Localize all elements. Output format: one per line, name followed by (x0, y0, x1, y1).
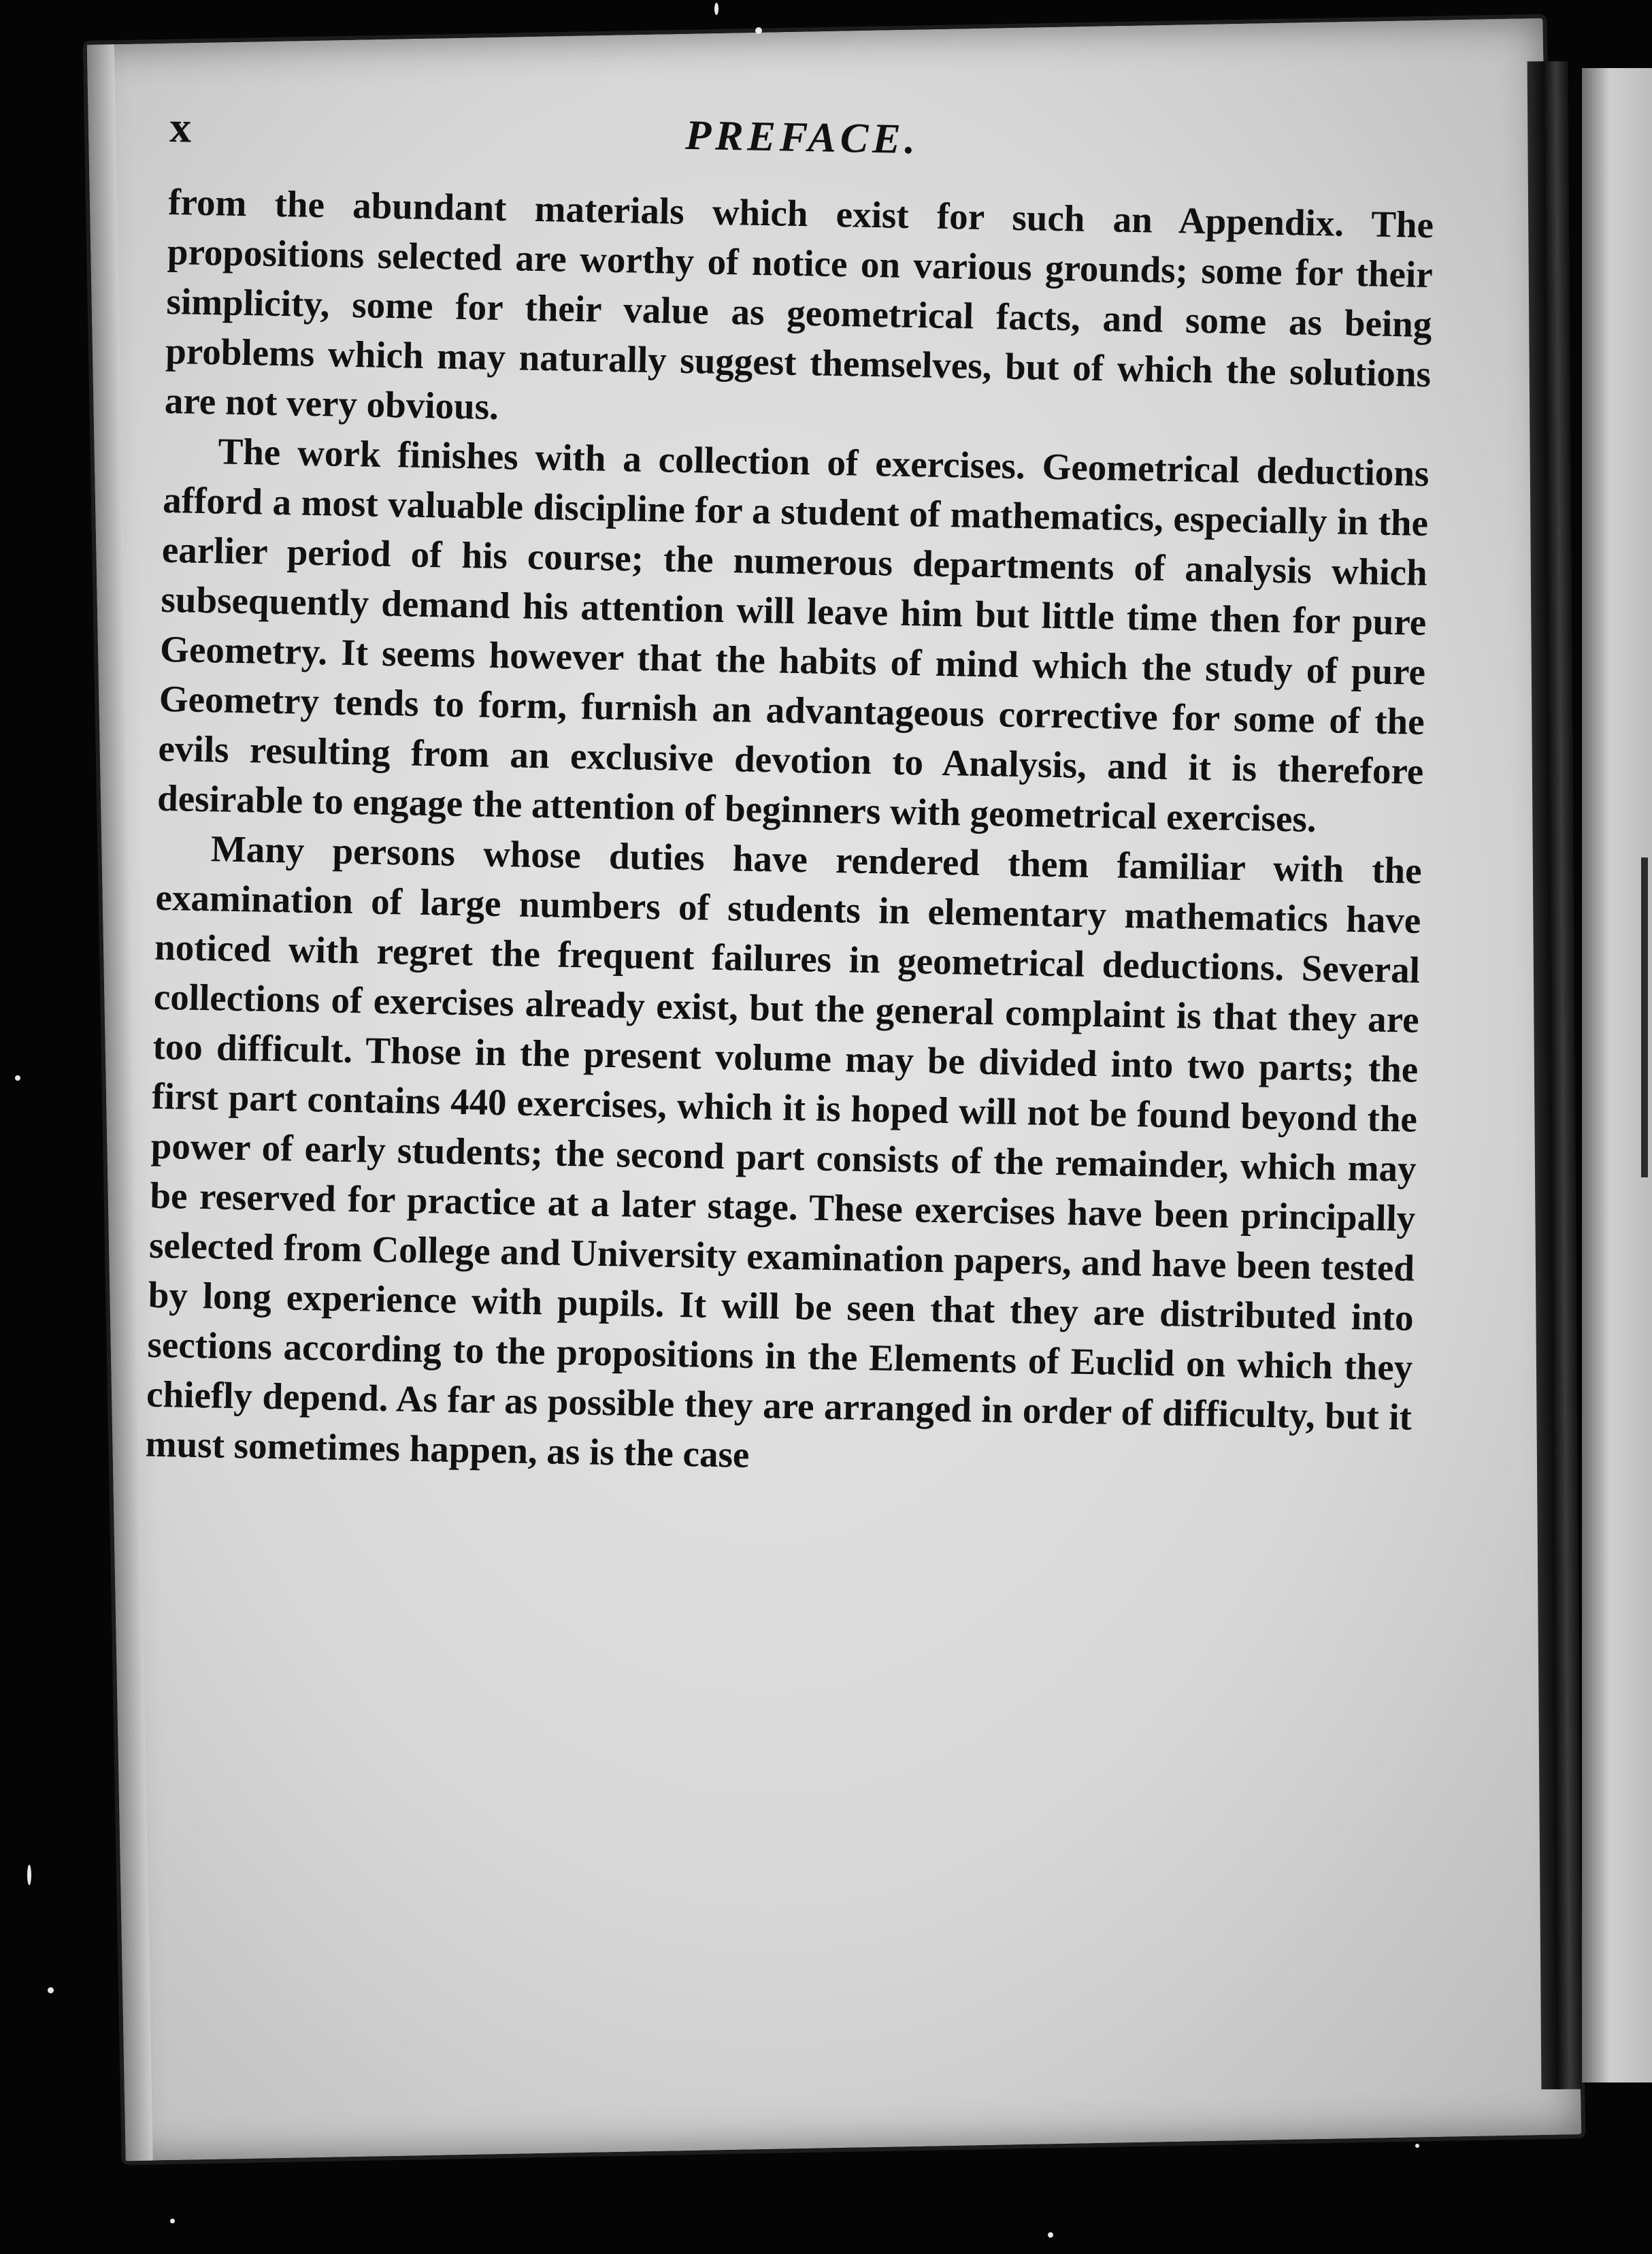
running-title: PREFACE. (684, 112, 920, 163)
page-gutter-shadow (87, 44, 153, 2161)
page-number: x (169, 102, 192, 152)
paragraph-exercises: The work finishes with a collection of exercises. Geometrical deductions afford a most valuable discipline for a student of mathematics, especially in the earlier period of his course; the numerous departments of analysis which subsequently demand his attention will leave him but little time then for pure Geometry. It seems however that the habits of mind which the study of pure Geometry tends to form, furnish an advantageous corrective for some of the evils resulting from an exclusive devotion to Analysis, and it is therefore desirable to engage the attention of beginners with geometrical exercises. (156, 430, 1430, 840)
facing-page-text-fragments (1641, 858, 1652, 1177)
dust-speck (15, 1075, 20, 1081)
dust-speck (48, 1987, 54, 1993)
page-text (145, 102, 1435, 1492)
paragraph-continuation: from the abundant materials which exist for such an Appendix. The propositions selected are worthy of notice on various grounds; some for their simplicity, some for their value as geometrical facts, and some as being problems which may naturally suggest themselves, but of which the solutions are not very obvious. (164, 180, 1434, 427)
dust-speck (755, 27, 762, 34)
dust-speck (714, 3, 718, 15)
dust-speck (170, 2219, 175, 2223)
dust-speck (27, 1865, 31, 1885)
dust-speck (1048, 2232, 1053, 2238)
dust-speck (1415, 2144, 1419, 2148)
body-text (145, 177, 1434, 1492)
paragraph-examinations: Many persons whose duties have rendered them familiar with the examination of large numbers of students in elementary mathematics have noticed with regret the frequent failures in geometrical deductions. Several collections of exercises already exist, but the general complaint is that they are too difficult. Those in the present volume may be divided into two parts; the first part contains 440 exercises, which it is hoped will not be found beyond the power of early students; the second part consists of the remainder, which may be reserved for practice at a later stage. These exercises have been principally selected from College and University examination papers, and have been tested by long experience with pupils. It will be seen that they are distributed into sections according to the propositions in the Elements of Euclid on which they chiefly depend. As far as possible they are arranged in order of difficulty, but it must sometimes happen, as is the case (145, 828, 1423, 1475)
